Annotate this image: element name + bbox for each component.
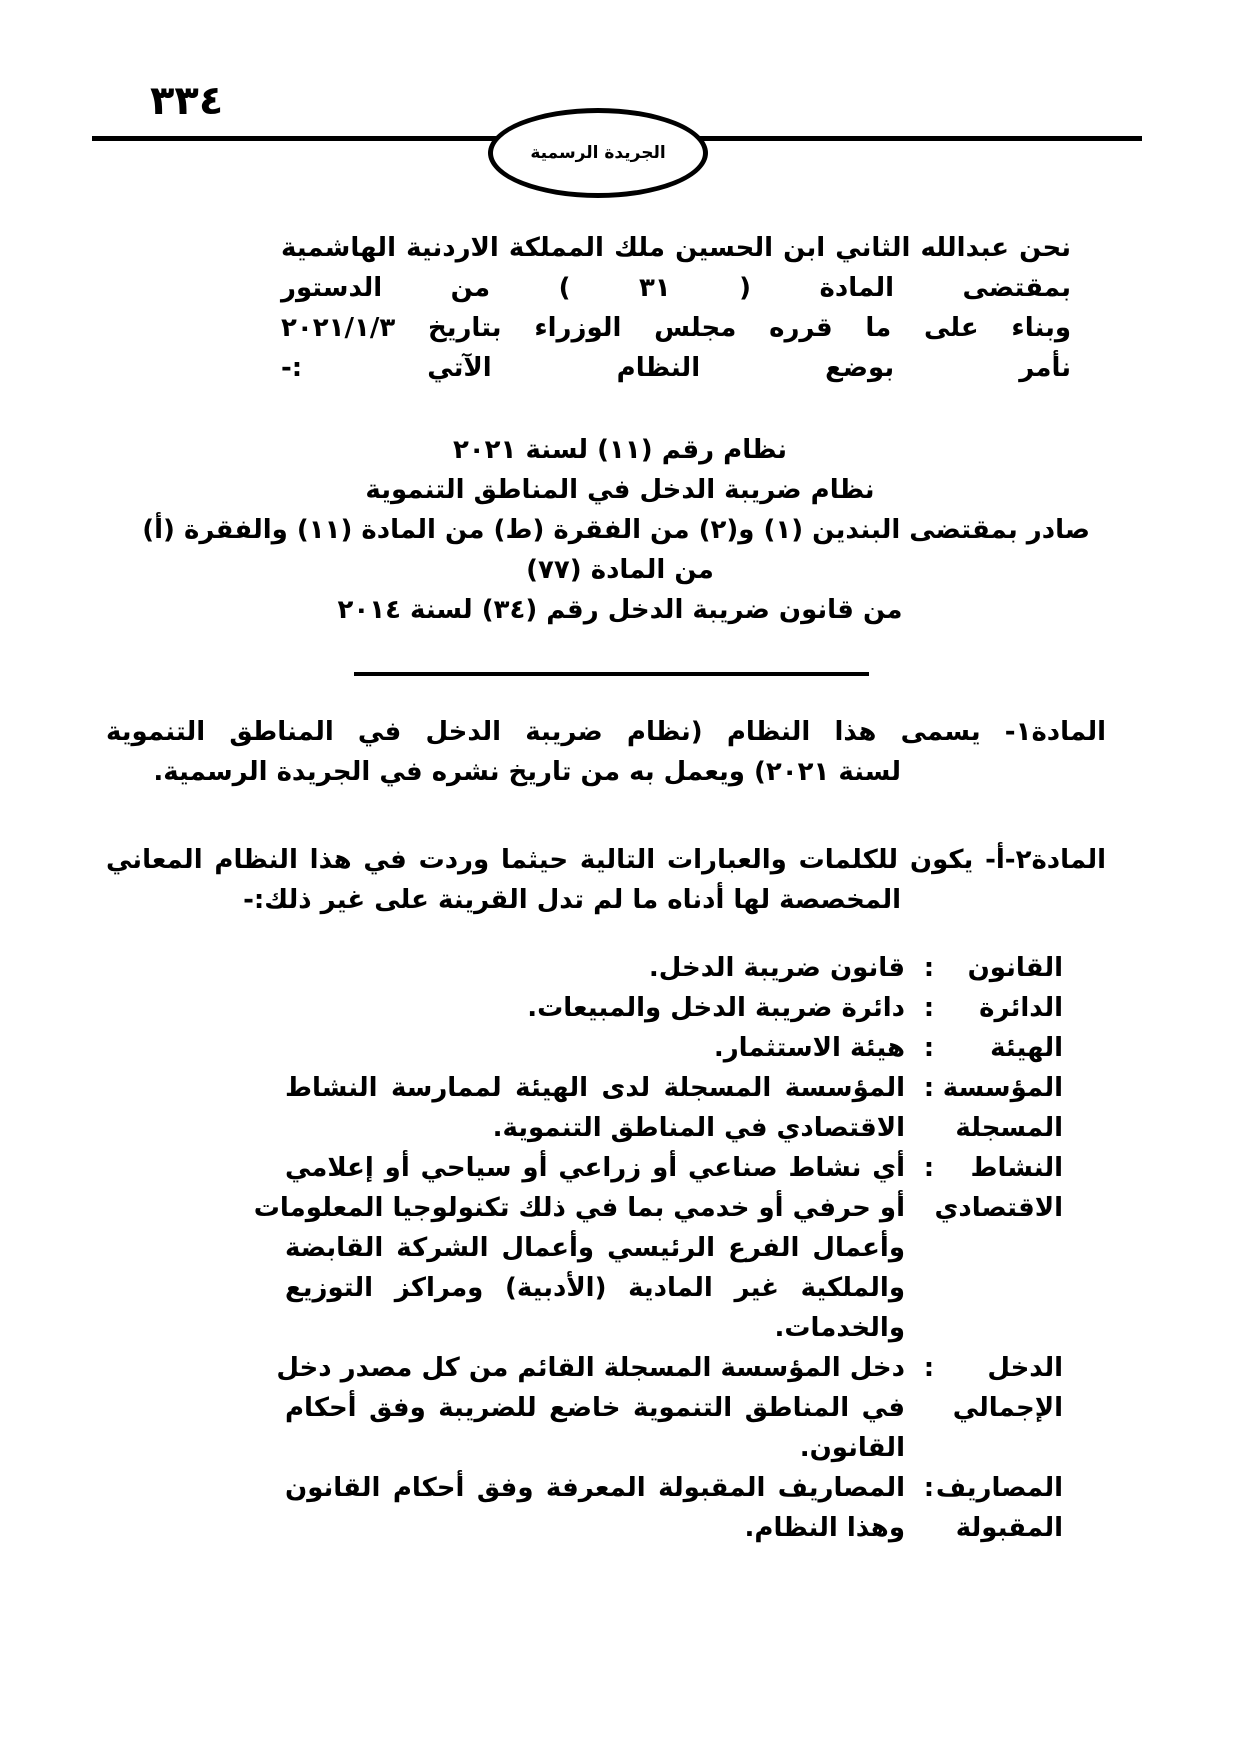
definition-text-line: وهذا النظام. bbox=[744, 1513, 905, 1543]
definition-row bbox=[163, 1348, 1063, 1468]
article-2-line: المادة٢-أ- يكون للكلمات والعبارات التالية حيثما وردت في هذا النظام المعاني bbox=[106, 845, 1106, 875]
definition-text-line: القانون. bbox=[799, 1433, 905, 1463]
preamble-line: نحن عبدالله الثاني ابن الحسين ملك المملكة الاردنية الهاشمية bbox=[281, 233, 1071, 263]
article-1-line: المادة١- يسمى هذا النظام (نظام ضريبة الدخل في المناطق التنموية bbox=[106, 717, 1106, 747]
definition-term-line: النشاط bbox=[970, 1153, 1063, 1183]
definition-term-line: المقبولة bbox=[955, 1513, 1063, 1543]
definition-text bbox=[253, 1148, 905, 1348]
definition-term-line: الاقتصادي bbox=[934, 1193, 1063, 1223]
issued-under-line: من المادة (٧٧) bbox=[526, 555, 714, 585]
definition-text-line: وأعمال الفرع الرئيسي وأعمال الشركة القابضة bbox=[285, 1233, 905, 1263]
definition-term-line: المسجلة bbox=[955, 1113, 1063, 1143]
gazette-masthead-oval bbox=[488, 108, 708, 198]
definition-row bbox=[163, 948, 1063, 988]
definition-text-line: الاقتصادي في المناطق التنموية. bbox=[492, 1113, 905, 1143]
definition-text bbox=[285, 1068, 905, 1148]
definition-row bbox=[163, 1148, 1063, 1348]
article-1-line: لسنة ٢٠٢١) ويعمل به من تاريخ نشره في الجريدة الرسمية. bbox=[153, 757, 901, 787]
definition-separator: : bbox=[923, 1473, 935, 1503]
definition-term: القانون bbox=[967, 953, 1063, 983]
section-divider bbox=[354, 672, 869, 676]
definition-term-line: المصاريف bbox=[935, 1473, 1063, 1503]
definition-text-line: المصاريف المقبولة المعرفة وفق أحكام القانون bbox=[285, 1473, 905, 1503]
regulation-title-block bbox=[142, 430, 1090, 630]
definition-row bbox=[163, 988, 1063, 1028]
definition-text-line: هيئة الاستثمار. bbox=[713, 1033, 905, 1063]
definition-row bbox=[163, 1068, 1063, 1148]
definition-term-line: الدخل bbox=[987, 1353, 1063, 1383]
preamble-line: نأمر بوضع النظام الآتي :- bbox=[281, 353, 1071, 383]
definition-row bbox=[163, 1468, 1063, 1548]
law-reference: من قانون ضريبة الدخل رقم (٣٤) لسنة ٢٠١٤ bbox=[337, 595, 903, 625]
definition-term: الدائرة bbox=[979, 993, 1063, 1023]
definition-text-line: دائرة ضريبة الدخل والمبيعات. bbox=[527, 993, 905, 1023]
definition-text-line: المؤسسة المسجلة لدى الهيئة لممارسة النشاط bbox=[285, 1073, 905, 1103]
definition-text bbox=[285, 948, 905, 988]
definition-term-line: المؤسسة bbox=[942, 1073, 1063, 1103]
article-1 bbox=[106, 712, 1106, 792]
article-2-line: المخصصة لها أدناه ما لم تدل القرينة على غير ذلك:- bbox=[243, 885, 901, 915]
definition-term bbox=[953, 1348, 1063, 1468]
definitions-list bbox=[163, 948, 1063, 1548]
definition-term bbox=[934, 1148, 1063, 1348]
issued-under-line: صادر بمقتضى البندين (١) و(٢) من الفقرة (ط) من المادة (١١) والفقرة (أ) bbox=[142, 515, 1090, 545]
definition-term-line: الإجمالي bbox=[952, 1393, 1063, 1423]
definition-text-line: في المناطق التنموية خاضع للضريبة وفق أحكام bbox=[285, 1393, 905, 1423]
definition-term bbox=[942, 1068, 1063, 1148]
royal-preamble bbox=[171, 228, 1071, 388]
definition-separator: : bbox=[923, 993, 935, 1023]
preamble-line: وبناء على ما قرره مجلس الوزراء بتاريخ ٢٠٢١/١/٣ bbox=[281, 313, 1071, 343]
definition-text-line: أي نشاط صناعي أو زراعي أو سياحي أو إعلامي bbox=[285, 1153, 905, 1183]
definition-text-line: دخل المؤسسة المسجلة القائم من كل مصدر دخل bbox=[276, 1353, 905, 1383]
page-number: ٣٣٤ bbox=[150, 78, 224, 124]
definition-separator: : bbox=[923, 1153, 935, 1183]
definition-separator: : bbox=[923, 1033, 935, 1063]
definition-text-line: قانون ضريبة الدخل. bbox=[648, 953, 905, 983]
definition-text bbox=[285, 1028, 905, 1068]
article-2 bbox=[106, 840, 1106, 920]
definition-separator: : bbox=[923, 953, 935, 983]
definition-text bbox=[276, 1348, 905, 1468]
definition-text-line: والملكية غير المادية (الأدبية) ومراكز التوزيع bbox=[285, 1273, 905, 1303]
definition-text-line: والخدمات. bbox=[774, 1313, 905, 1343]
definition-text bbox=[285, 988, 905, 1028]
definition-text bbox=[285, 1468, 905, 1548]
preamble-line: بمقتضى المادة ( ٣١ ) من الدستور bbox=[281, 273, 1071, 303]
definition-term bbox=[935, 1468, 1063, 1548]
definition-term: الهيئة bbox=[990, 1033, 1063, 1063]
definition-row bbox=[163, 1028, 1063, 1068]
regulation-number: نظام رقم (١١) لسنة ٢٠٢١ bbox=[452, 435, 788, 465]
definition-separator: : bbox=[923, 1353, 935, 1383]
definition-separator: : bbox=[923, 1073, 935, 1103]
definition-text-line: أو حرفي أو خدمي بما في ذلك تكنولوجيا المعلومات bbox=[253, 1193, 905, 1223]
regulation-name: نظام ضريبة الدخل في المناطق التنموية bbox=[365, 475, 875, 505]
gazette-name: الجريدة الرسمية bbox=[530, 143, 666, 163]
